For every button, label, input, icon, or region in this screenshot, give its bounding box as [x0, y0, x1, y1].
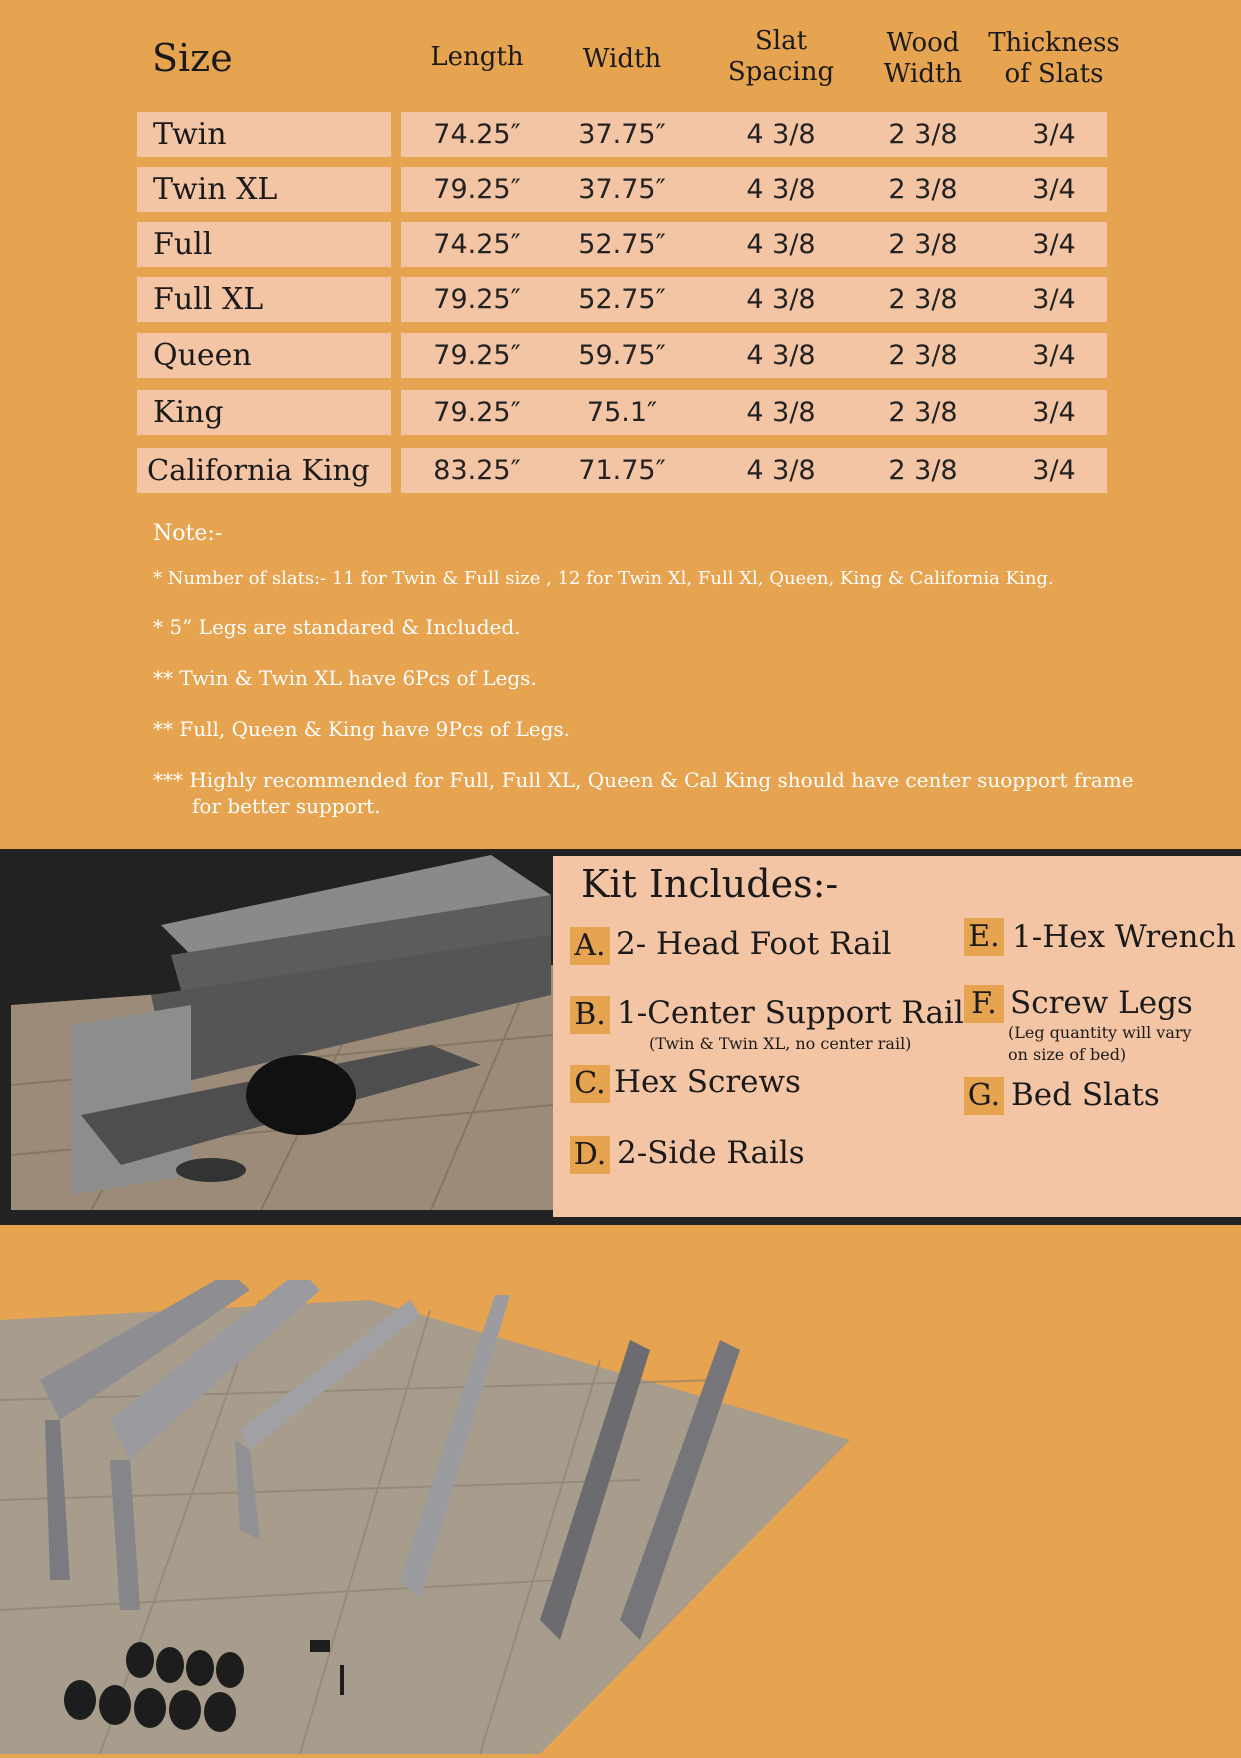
- slat-spacing-cell: 4 3/8: [746, 229, 816, 260]
- wood-width-cell: 2 3/8: [888, 397, 958, 428]
- thickness-cell: 3/4: [1032, 340, 1076, 371]
- slat-spacing-cell: 4 3/8: [746, 284, 816, 315]
- size-cell: Full: [137, 222, 391, 267]
- thickness-cell: 3/4: [1032, 284, 1076, 315]
- table-row: [0, 222, 1241, 267]
- size-cell: California King: [137, 448, 391, 493]
- length-cell: 79.25″: [433, 284, 521, 315]
- width-cell: 52.75″: [578, 284, 666, 315]
- kit-item-head-foot-rail: 2- Head Foot Rail: [616, 926, 892, 962]
- slat-spacing-cell: 4 3/8: [746, 455, 816, 486]
- boxed-frame-photo: [11, 855, 553, 1210]
- wood-width-header: Wood Width: [883, 28, 963, 89]
- length-header: Length: [430, 42, 524, 72]
- thickness-cell: 3/4: [1032, 119, 1076, 150]
- thickness-cell: 3/4: [1032, 229, 1076, 260]
- note-twin-legs: ** Twin & Twin XL have 6Pcs of Legs.: [153, 666, 537, 690]
- length-cell: 83.25″: [433, 455, 521, 486]
- kit-letter-e: E.: [964, 918, 1004, 956]
- wood-width-cell: 2 3/8: [888, 119, 958, 150]
- note-slats: * Number of slats:- 11 for Twin & Full size , 12 for Twin Xl, Full Xl, Queen, King & California King.: [153, 568, 1054, 589]
- kit-letter-c: C.: [570, 1065, 610, 1103]
- kit-letter-b: B.: [570, 996, 610, 1034]
- kit-item-bed-slats: Bed Slats: [1011, 1077, 1160, 1113]
- kit-letter-a: A.: [570, 927, 610, 965]
- unpacked-parts-photo: [0, 1280, 860, 1754]
- size-cell: Full XL: [137, 277, 391, 322]
- note-recommendation-cont: for better support.: [192, 794, 381, 818]
- length-cell: 79.25″: [433, 340, 521, 371]
- thickness-cell: 3/4: [1032, 397, 1076, 428]
- width-cell: 75.1″: [586, 397, 658, 428]
- slat-spacing-cell: 4 3/8: [746, 174, 816, 205]
- kit-item-screw-legs-note: (Leg quantity will vary: [1008, 1023, 1192, 1042]
- length-cell: 74.25″: [433, 119, 521, 150]
- table-row: [0, 448, 1241, 493]
- width-cell: 59.75″: [578, 340, 666, 371]
- thickness-cell: 3/4: [1032, 174, 1076, 205]
- table-row: [0, 390, 1241, 435]
- slat-spacing-cell: 4 3/8: [746, 340, 816, 371]
- note-recommendation: *** Highly recommended for Full, Full XL, Queen & Cal King should have center suopport frame: [153, 768, 1134, 792]
- kit-item-hex-wrench: 1-Hex Wrench: [1012, 919, 1236, 955]
- slat-spacing-cell: 4 3/8: [746, 119, 816, 150]
- size-header: Size: [152, 36, 233, 80]
- kit-item-center-rail-note: (Twin & Twin XL, no center rail): [649, 1034, 912, 1053]
- kit-title: Kit Includes:-: [581, 862, 839, 906]
- length-cell: 79.25″: [433, 174, 521, 205]
- kit-panel: [553, 856, 1241, 1217]
- wood-width-cell: 2 3/8: [888, 455, 958, 486]
- length-cell: 79.25″: [433, 397, 521, 428]
- kit-item-screw-legs-note-2: on size of bed): [1008, 1045, 1127, 1064]
- kit-item-screw-legs: Screw Legs: [1010, 985, 1193, 1021]
- width-cell: 37.75″: [578, 119, 666, 150]
- length-cell: 74.25″: [433, 229, 521, 260]
- note-full-legs: ** Full, Queen & King have 9Pcs of Legs.: [153, 717, 570, 741]
- width-cell: 37.75″: [578, 174, 666, 205]
- kit-letter-f: F.: [964, 985, 1004, 1023]
- wood-width-cell: 2 3/8: [888, 340, 958, 371]
- table-row: [0, 277, 1241, 322]
- size-cell: Twin: [137, 112, 391, 157]
- notes-title: Note:-: [153, 521, 223, 546]
- width-cell: 71.75″: [578, 455, 666, 486]
- note-legs: * 5” Legs are standared & Included.: [153, 615, 521, 639]
- width-cell: 52.75″: [578, 229, 666, 260]
- kit-item-center-rail: 1-Center Support Rail: [617, 995, 964, 1031]
- thickness-header: Thickness of Slats: [988, 28, 1120, 89]
- thickness-cell: 3/4: [1032, 455, 1076, 486]
- wood-width-cell: 2 3/8: [888, 174, 958, 205]
- slat-spacing-cell: 4 3/8: [746, 397, 816, 428]
- size-cell: Twin XL: [137, 167, 391, 212]
- table-row: [0, 333, 1241, 378]
- table-row: [0, 167, 1241, 212]
- kit-letter-d: D.: [570, 1136, 610, 1174]
- kit-item-side-rails: 2-Side Rails: [617, 1135, 805, 1171]
- size-cell: Queen: [137, 333, 391, 378]
- wood-width-cell: 2 3/8: [888, 229, 958, 260]
- width-header: Width: [582, 44, 662, 74]
- kit-letter-g: G.: [964, 1077, 1004, 1115]
- table-row: [0, 112, 1241, 157]
- wood-width-cell: 2 3/8: [888, 284, 958, 315]
- slat-spacing-header: Slat Spacing: [727, 26, 835, 87]
- size-cell: King: [137, 390, 391, 435]
- kit-item-hex-screws: Hex Screws: [614, 1064, 801, 1100]
